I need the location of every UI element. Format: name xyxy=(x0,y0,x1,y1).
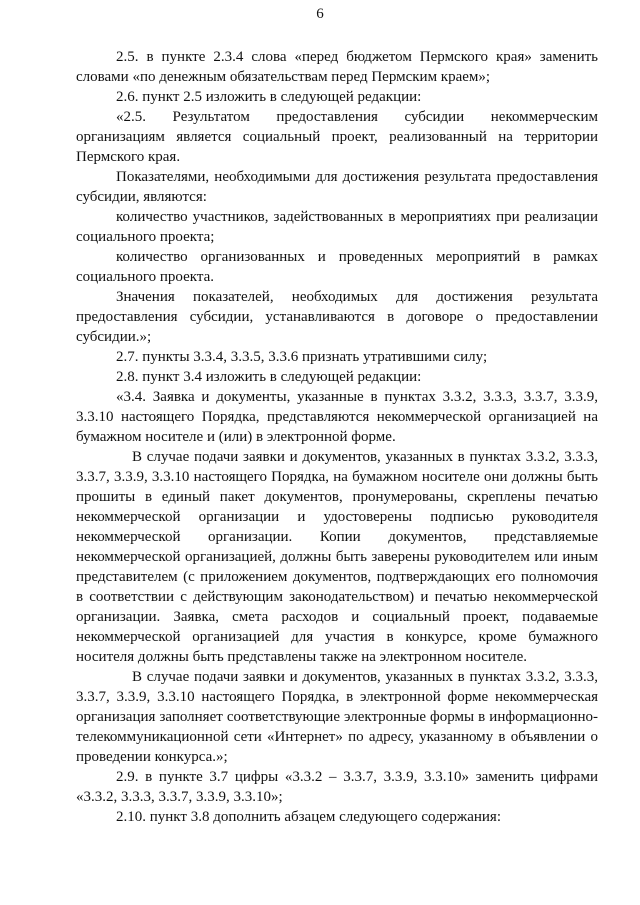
page-number: 6 xyxy=(316,6,324,22)
paragraph-2-8: 2.8. пункт 3.4 изложить в следующей редакции: xyxy=(116,369,422,385)
paragraph-2-6: 2.6. пункт 2.5 изложить в следующей редакции: xyxy=(116,89,422,105)
paragraph-indicators: Показателями, необходимыми для достижения результата предоставления субсидии, являются: xyxy=(76,169,598,205)
paragraph-2-9: 2.9. в пункте 3.7 цифры «3.3.2 – 3.3.7, 3.3.9, 3.3.10» заменить цифрами «3.3.2, 3.3.3, 3.3.7, 3.3.9, 3.3.10»; xyxy=(76,769,598,805)
paragraph-indicator-values: Значения показателей, необходимых для достижения результата предоставления субсидии, устанавливаются в договоре о предоставлении субсидии.»; xyxy=(76,289,598,345)
paragraph-electronic-submission: В случае подачи заявки и документов, указанных в пунктах 3.3.2, 3.3.3, 3.3.7, 3.3.9, 3.3.10 настоящего Порядка, в электронной форме некоммерческая организация заполняет соответствующие электронные формы в информационно-телекоммуникационной сети «Интернет» по адресу, указанному в объявлении о проведении конкурса.»; xyxy=(76,669,598,765)
paragraph-quote-2-5: «2.5. Результатом предоставления субсидии некоммерческим организациям является социальный проект, реализованный на территории Пермского края. xyxy=(76,109,598,165)
paragraph-events-count: количество организованных и проведенных мероприятий в рамках социального проекта. xyxy=(76,249,598,285)
paragraph-paper-submission: В случае подачи заявки и документов, указанных в пунктах 3.3.2, 3.3.3, 3.3.7, 3.3.9, 3.3.10 настоящего Порядка, на бумажном носителе они должны быть прошиты в единый пакет документов, пронумерованы, скреплены печатью некоммерческой организации и удостоверены подписью руководителя некоммерческой организации. Копии документов, представляемые некоммерческой организацией, должны быть заверены руководителем или иным представителем (с приложением документов, подтверждающих его полномочия в соответствии с действующим законодательством) и печатью некоммерческой организации. Заявка, смета расходов и социальный проект, подаваемые некоммерческой организацией для участия в конкурсе, кроме бумажного носителя должны быть представлены также на электронном носителе. xyxy=(76,449,598,665)
paragraph-2-10: 2.10. пункт 3.8 дополнить абзацем следующего содержания: xyxy=(116,809,501,825)
paragraph-2-7: 2.7. пункты 3.3.4, 3.3.5, 3.3.6 признать утратившими силу; xyxy=(116,349,488,365)
document-body xyxy=(76,47,598,827)
paragraph-quote-3-4: «3.4. Заявка и документы, указанные в пунктах 3.3.2, 3.3.3, 3.3.7, 3.3.9, 3.3.10 настоящего Порядка, представляются некоммерческой организацией на бумажном носителе и (или) в электронной форме. xyxy=(76,389,598,445)
paragraph-participants-count: количество участников, задействованных в мероприятиях при реализации социального проекта; xyxy=(76,209,598,245)
paragraph-2-5: 2.5. в пункте 2.3.4 слова «перед бюджетом Пермского края» заменить словами «по денежным обязательствам перед Пермским краем»; xyxy=(76,49,598,85)
